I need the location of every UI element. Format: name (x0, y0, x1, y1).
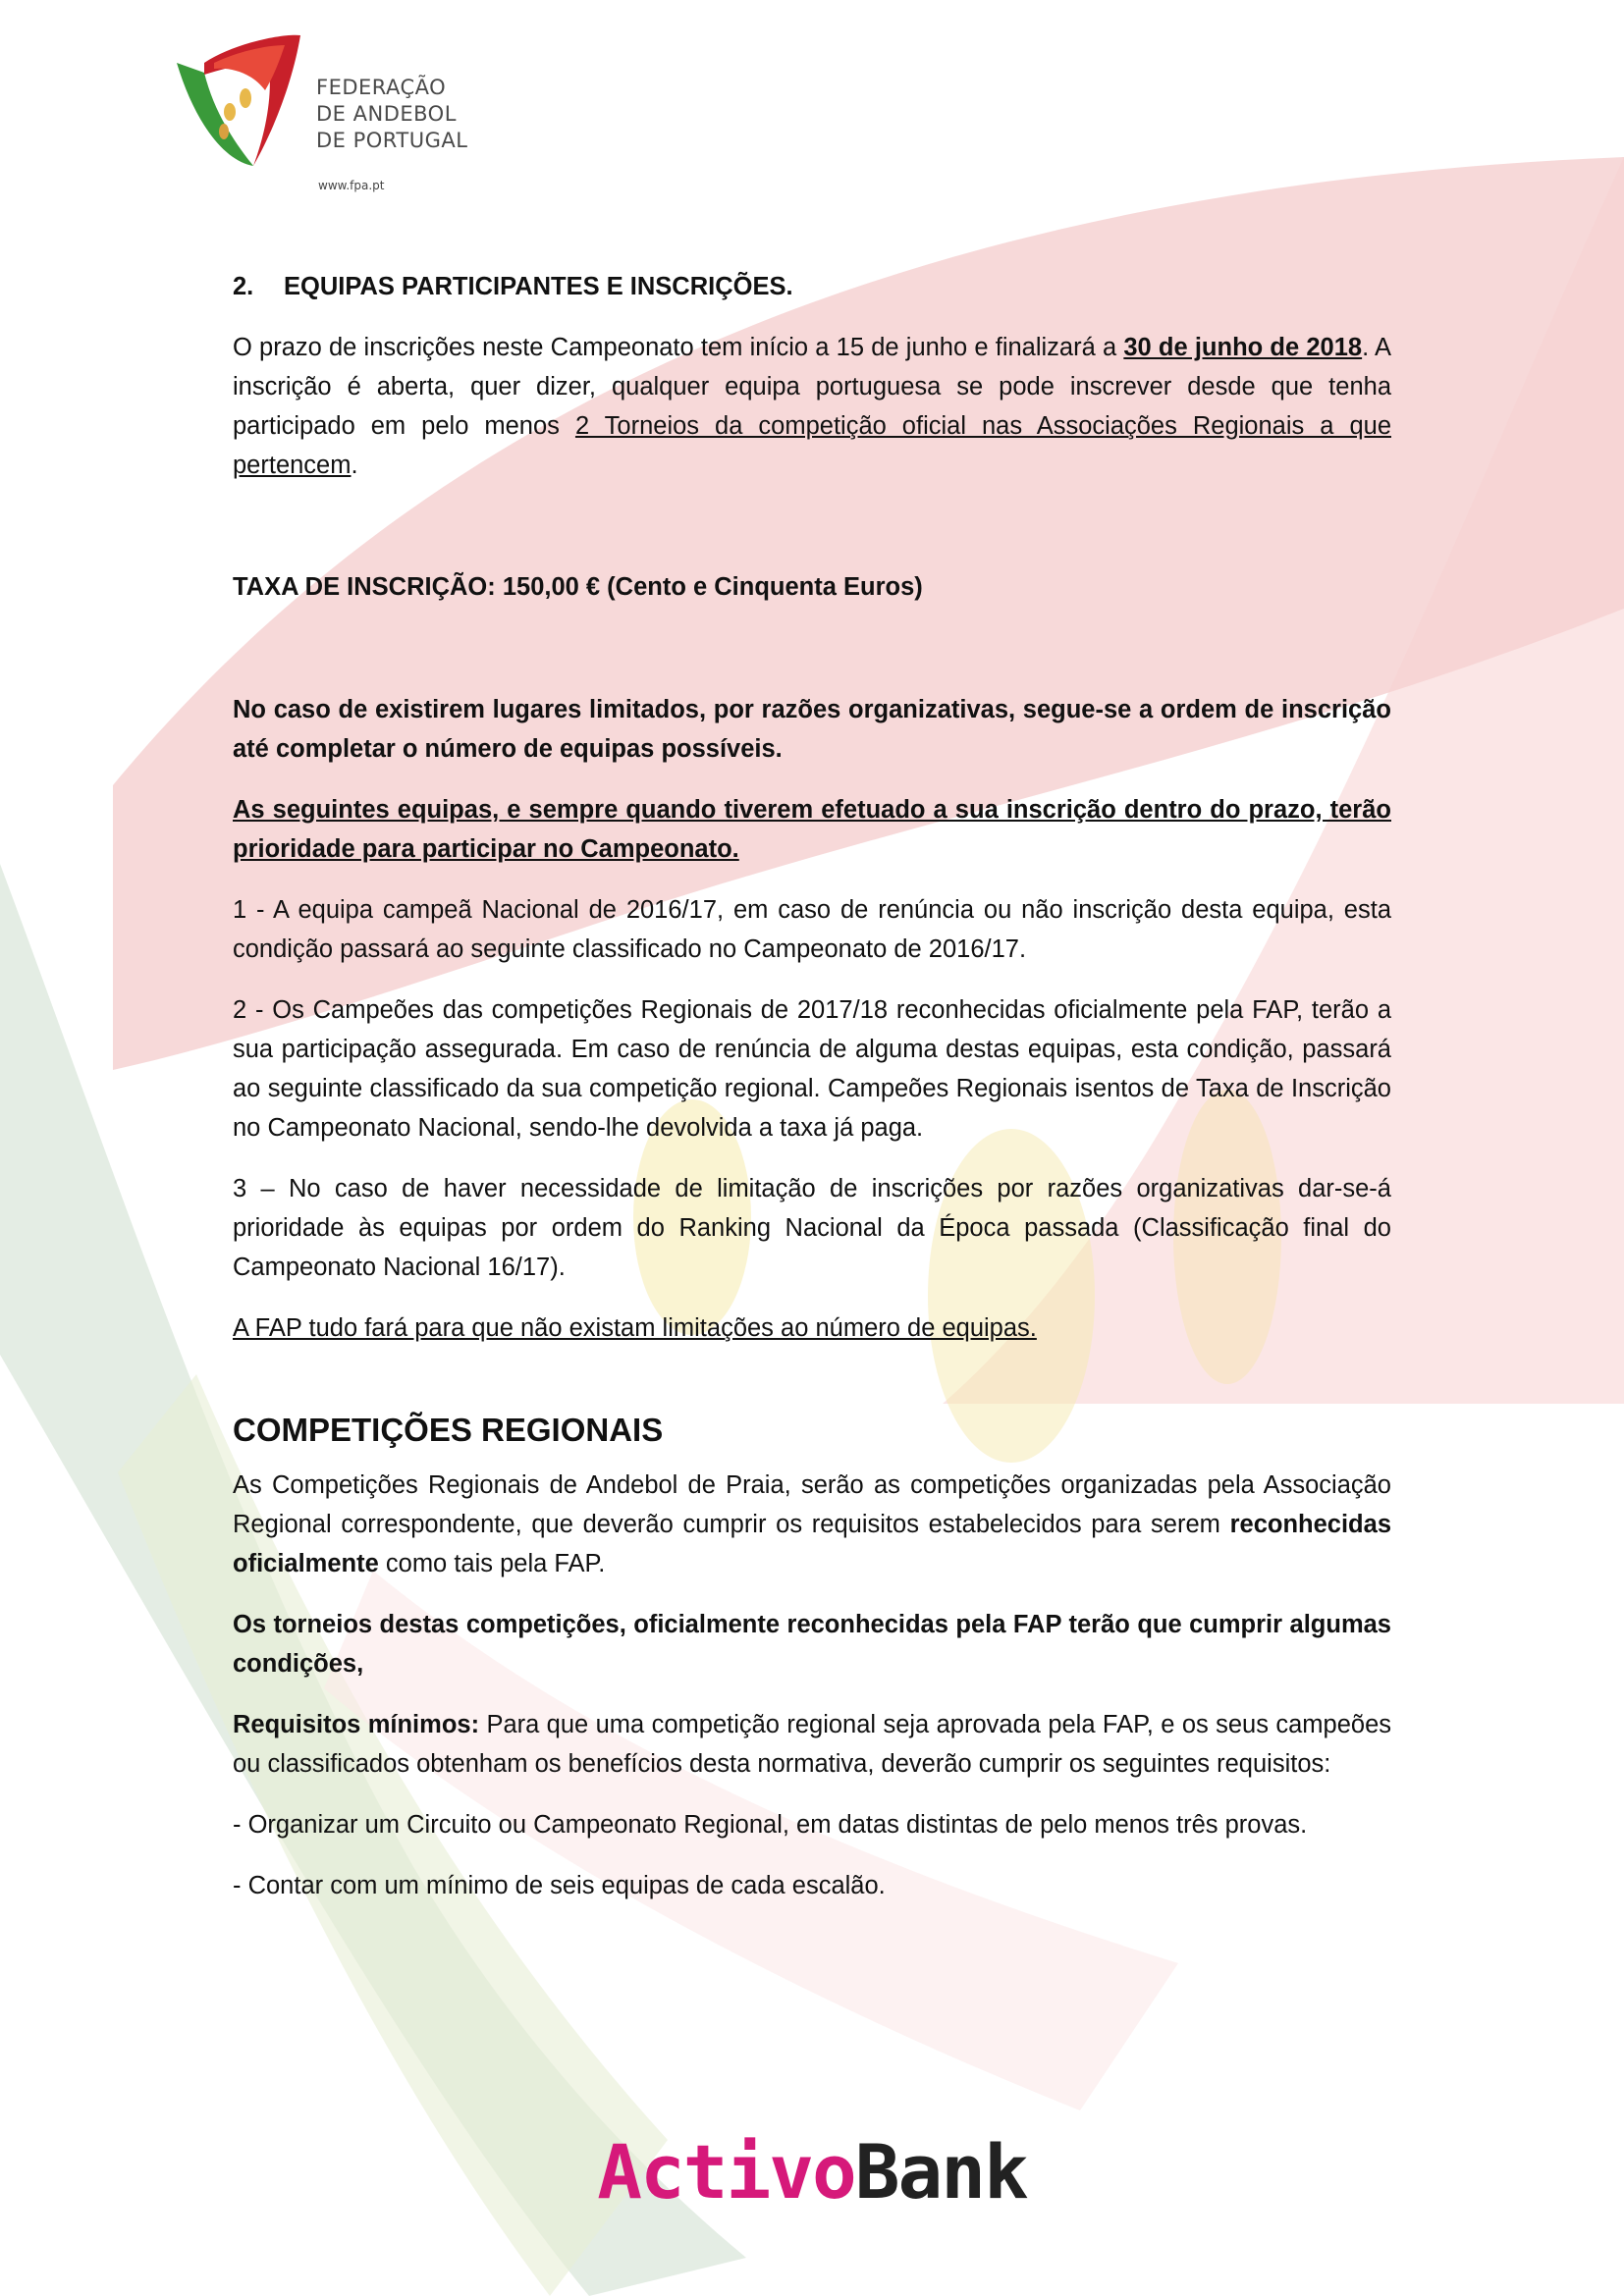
section-number: 2. (233, 273, 254, 300)
regional-recognized: reconhecidas oficialmente (233, 1511, 1391, 1577)
requirements-paragraph (233, 1705, 1391, 1784)
registration-text-3: . (351, 452, 358, 479)
org-name-line3: DE PORTUGAL (316, 129, 468, 152)
registration-requirement: 2 Torneios da competição oficial nas Associações Regionais a que pertencem (233, 412, 1391, 479)
document-body (233, 267, 1391, 1905)
limited-places-paragraph: No caso de existirem lugares limitados, por razões organizativas, segue-se a ordem de inscrição até completar o número de equipas possíveis. (233, 696, 1391, 763)
regional-text-1: As Competições Regionais de Andebol de Praia, serão as competições organizadas pela Associação Regional correspondente, que deverão cumprir os requisitos estabelecidos para serem (233, 1471, 1391, 1538)
priority-item-3: 3 – No caso de haver necessidade de limitação de inscrições por razões organizativas dar-se-á prioridade às equipas por ordem do Ranking Nacional da Época passada (Classificação final do Campeonato Nacional 16/17). (233, 1175, 1391, 1281)
registration-paragraph (233, 328, 1391, 485)
requirement-bullet-1: - Organizar um Circuito ou Campeonato Regional, em datas distintas de pelo menos três provas. (233, 1811, 1308, 1839)
regional-paragraph-1 (233, 1466, 1391, 1583)
regional-heading: COMPETIÇÕES REGIONAIS (233, 1412, 664, 1448)
registration-text-2: . A inscrição é aberta, quer dizer, qualquer equipa portuguesa se pode inscrever desde que tenha participado em pelo menos (233, 334, 1391, 440)
website-url: www.fpa.pt (318, 179, 385, 192)
priority-item-2: 2 - Os Campeões das competições Regionais de 2017/18 reconhecidas oficialmente pela FAP, terão a sua participação assegurada. Em caso de renúncia de alguma destas equipas, esta condição, passará ao seguinte classificado da sua competição regional. Campeões Regionais isentos de Taxa de Inscrição no Campeonato Nacional, sendo-lhe devolvida a taxa já paga. (233, 996, 1391, 1142)
org-name-line2: DE ANDEBOL (316, 102, 457, 126)
brand-part-2: Bank (854, 2128, 1027, 2216)
activobank-logo (0, 2128, 1624, 2216)
section-title: EQUIPAS PARTICIPANTES E INSCRIÇÕES. (284, 273, 793, 300)
registration-text-1: O prazo de inscrições neste Campeonato tem início a 15 de junho e finalizará a (233, 334, 1124, 361)
regional-paragraph-2: Os torneios destas competições, oficialmente reconhecidas pela FAP terão que cumprir algumas condições, (233, 1611, 1391, 1678)
requirement-bullet-2: - Contar com um mínimo de seis equipas de cada escalão. (233, 1872, 886, 1899)
requirements-text: Para que uma competição regional seja aprovada pela FAP, e os seus campeões ou classificados obtenham os benefícios desta normativa, deverão cumprir os seguintes requisitos: (233, 1711, 1392, 1778)
regional-text-2: como tais pela FAP. (378, 1550, 606, 1577)
requirements-label: Requisitos mínimos: (233, 1711, 480, 1738)
org-name-line1: FEDERAÇÃO (316, 76, 447, 99)
section-heading (233, 267, 1391, 306)
logo-text (316, 75, 467, 154)
priority-intro: As seguintes equipas, e sempre quando tiverem efetuado a sua inscrição dentro do prazo, terão prioridade para participar no Campeonato. (233, 796, 1391, 863)
closing-statement: A FAP tudo fará para que não existam limitações ao número de equipas. (233, 1314, 1037, 1342)
registration-deadline: 30 de junho de 2018 (1123, 334, 1363, 361)
brand-part-1: Activo (597, 2128, 855, 2216)
registration-fee: TAXA DE INSCRIÇÃO: 150,00 € (Cento e Cinquenta Euros) (233, 573, 923, 601)
priority-item-1: 1 - A equipa campeã Nacional de 2016/17, em caso de renúncia ou não inscrição desta equipa, esta condição passará ao seguinte classificado no Campeonato de 2016/17. (233, 896, 1391, 963)
